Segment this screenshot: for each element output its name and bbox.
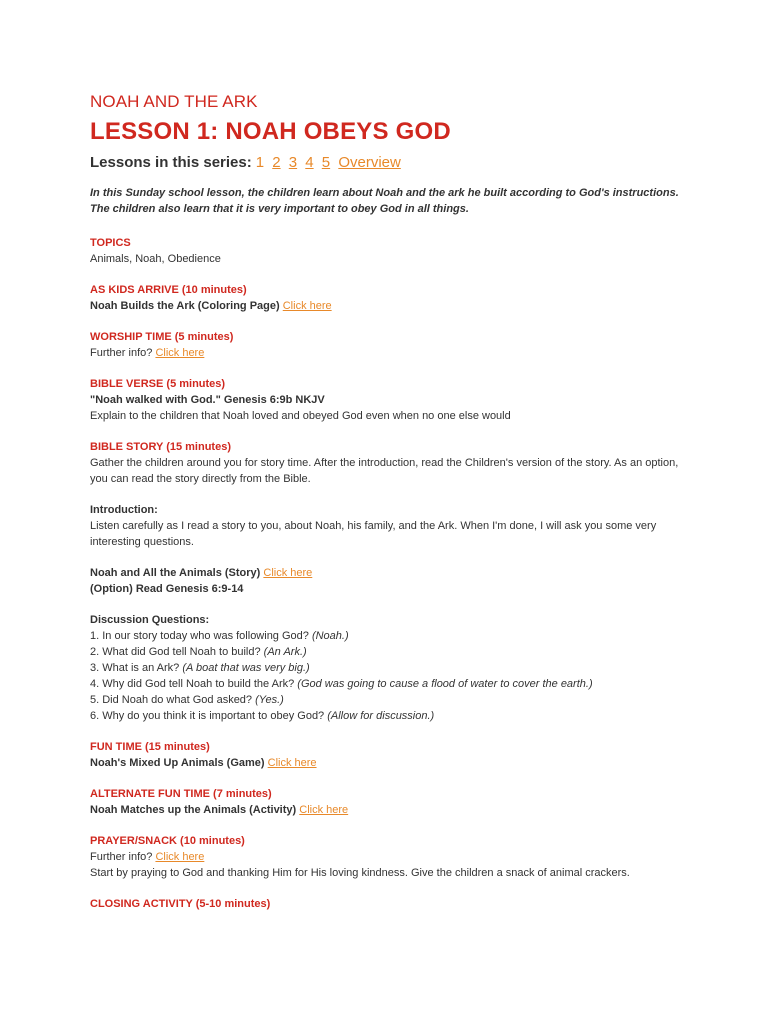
worship-link[interactable]: Click here <box>155 347 205 359</box>
fun-time-heading: FUN TIME (15 minutes) <box>90 741 210 753</box>
series-title: NOAH AND THE ARK <box>90 92 258 111</box>
verse-quote: "Noah walked with God." Genesis 6:9b NKJV <box>90 394 325 406</box>
question-answer: (Noah.) <box>311 630 349 642</box>
question-text: 6. Why do you think it is important to obey God? <box>90 710 328 722</box>
story-item: Noah and All the Animals (Story) <box>90 567 261 579</box>
story-section <box>90 439 690 487</box>
question-answer: (An Ark.) <box>263 646 307 658</box>
discussion-heading: Discussion Questions: <box>90 614 210 626</box>
closing-heading: CLOSING ACTIVITY (5-10 minutes) <box>90 898 271 910</box>
verse-heading: BIBLE VERSE (5 minutes) <box>90 378 226 390</box>
introduction-section <box>90 502 690 550</box>
lesson-link-5[interactable]: 5 <box>321 154 331 171</box>
question-text: 3. What is an Ark? <box>90 662 183 674</box>
introduction-text: Listen carefully as I read a story to you, about Noah, his family, and the Ark. When I'm done, I will ask you some very interesting questions. <box>90 520 657 548</box>
alt-fun-heading: ALTERNATE FUN TIME (7 minutes) <box>90 788 272 800</box>
prayer-section <box>90 833 690 881</box>
discussion-question <box>90 660 690 676</box>
question-text: 2. What did God tell Noah to build? <box>90 646 264 658</box>
question-text: 5. Did Noah do what God asked? <box>90 694 256 706</box>
discussion-section <box>90 612 690 724</box>
kids-arrive-heading: AS KIDS ARRIVE (10 minutes) <box>90 284 247 296</box>
lesson-title: LESSON 1: NOAH OBEYS GOD <box>90 118 451 145</box>
question-answer: (Allow for discussion.) <box>327 710 435 722</box>
worship-section <box>90 329 690 361</box>
introduction-heading: Introduction: <box>90 504 158 516</box>
story-heading: BIBLE STORY (15 minutes) <box>90 441 231 453</box>
alt-fun-link[interactable]: Click here <box>299 804 349 816</box>
topics-heading: TOPICS <box>90 237 131 249</box>
prayer-text-2: Start by praying to God and thanking Him for His loving kindness. Give the children a snack of animal crackers. <box>90 867 630 879</box>
prayer-text: Further info? <box>90 851 153 863</box>
question-answer: (A boat that was very big.) <box>182 662 310 674</box>
topics-section <box>90 235 690 267</box>
fun-time-section <box>90 739 690 771</box>
lesson-content <box>90 92 690 927</box>
fun-time-item: Noah's Mixed Up Animals (Game) <box>90 757 265 769</box>
story-link[interactable]: Click here <box>263 567 313 579</box>
lesson-current: 1 <box>255 154 265 171</box>
worship-text: Further info? <box>90 347 153 359</box>
story-link-section <box>90 565 690 597</box>
fun-time-link[interactable]: Click here <box>267 757 317 769</box>
alt-fun-item: Noah Matches up the Animals (Activity) <box>90 804 297 816</box>
question-answer: (Yes.) <box>255 694 284 706</box>
question-text: 1. In our story today who was following God? <box>90 630 312 642</box>
worship-heading: WORSHIP TIME (5 minutes) <box>90 331 234 343</box>
discussion-question <box>90 628 690 644</box>
discussion-question <box>90 676 690 692</box>
question-answer: (God was going to cause a flood of water to cover the earth.) <box>297 678 593 690</box>
lesson-link-overview[interactable]: Overview <box>338 154 401 171</box>
discussion-question <box>90 692 690 708</box>
question-text: 4. Why did God tell Noah to build the Ark? <box>90 678 298 690</box>
prayer-heading: PRAYER/SNACK (10 minutes) <box>90 835 245 847</box>
kids-arrive-link[interactable]: Click here <box>282 300 332 312</box>
story-option: (Option) Read Genesis 6:9-14 <box>90 583 244 595</box>
lesson-link-3[interactable]: 3 <box>288 154 298 171</box>
lesson-link-4[interactable]: 4 <box>305 154 314 171</box>
prayer-link[interactable]: Click here <box>155 851 205 863</box>
alt-fun-section <box>90 786 690 818</box>
closing-section <box>90 896 690 912</box>
kids-arrive-item: Noah Builds the Ark (Coloring Page) <box>90 300 280 312</box>
lesson-link-2[interactable]: 2 <box>272 154 281 171</box>
kids-arrive-section <box>90 282 690 314</box>
verse-section <box>90 376 690 424</box>
intro-paragraph: In this Sunday school lesson, the children learn about Noah and the ark he built according to God's instructions. The children also learn that it is very important to obey God in all things. <box>90 187 679 215</box>
story-text: Gather the children around you for story time. After the introduction, read the Children's version of the story. As an option, you can read the story directly from the Bible. <box>90 457 679 485</box>
verse-text: Explain to the children that Noah loved and obeyed God even when no one else would <box>90 410 511 422</box>
discussion-question <box>90 644 690 660</box>
lessons-label: Lessons in this series: <box>90 154 252 171</box>
discussion-list <box>90 628 690 724</box>
discussion-question <box>90 708 690 724</box>
topics-text: Animals, Noah, Obedience <box>90 253 221 265</box>
lessons-nav <box>90 154 690 171</box>
